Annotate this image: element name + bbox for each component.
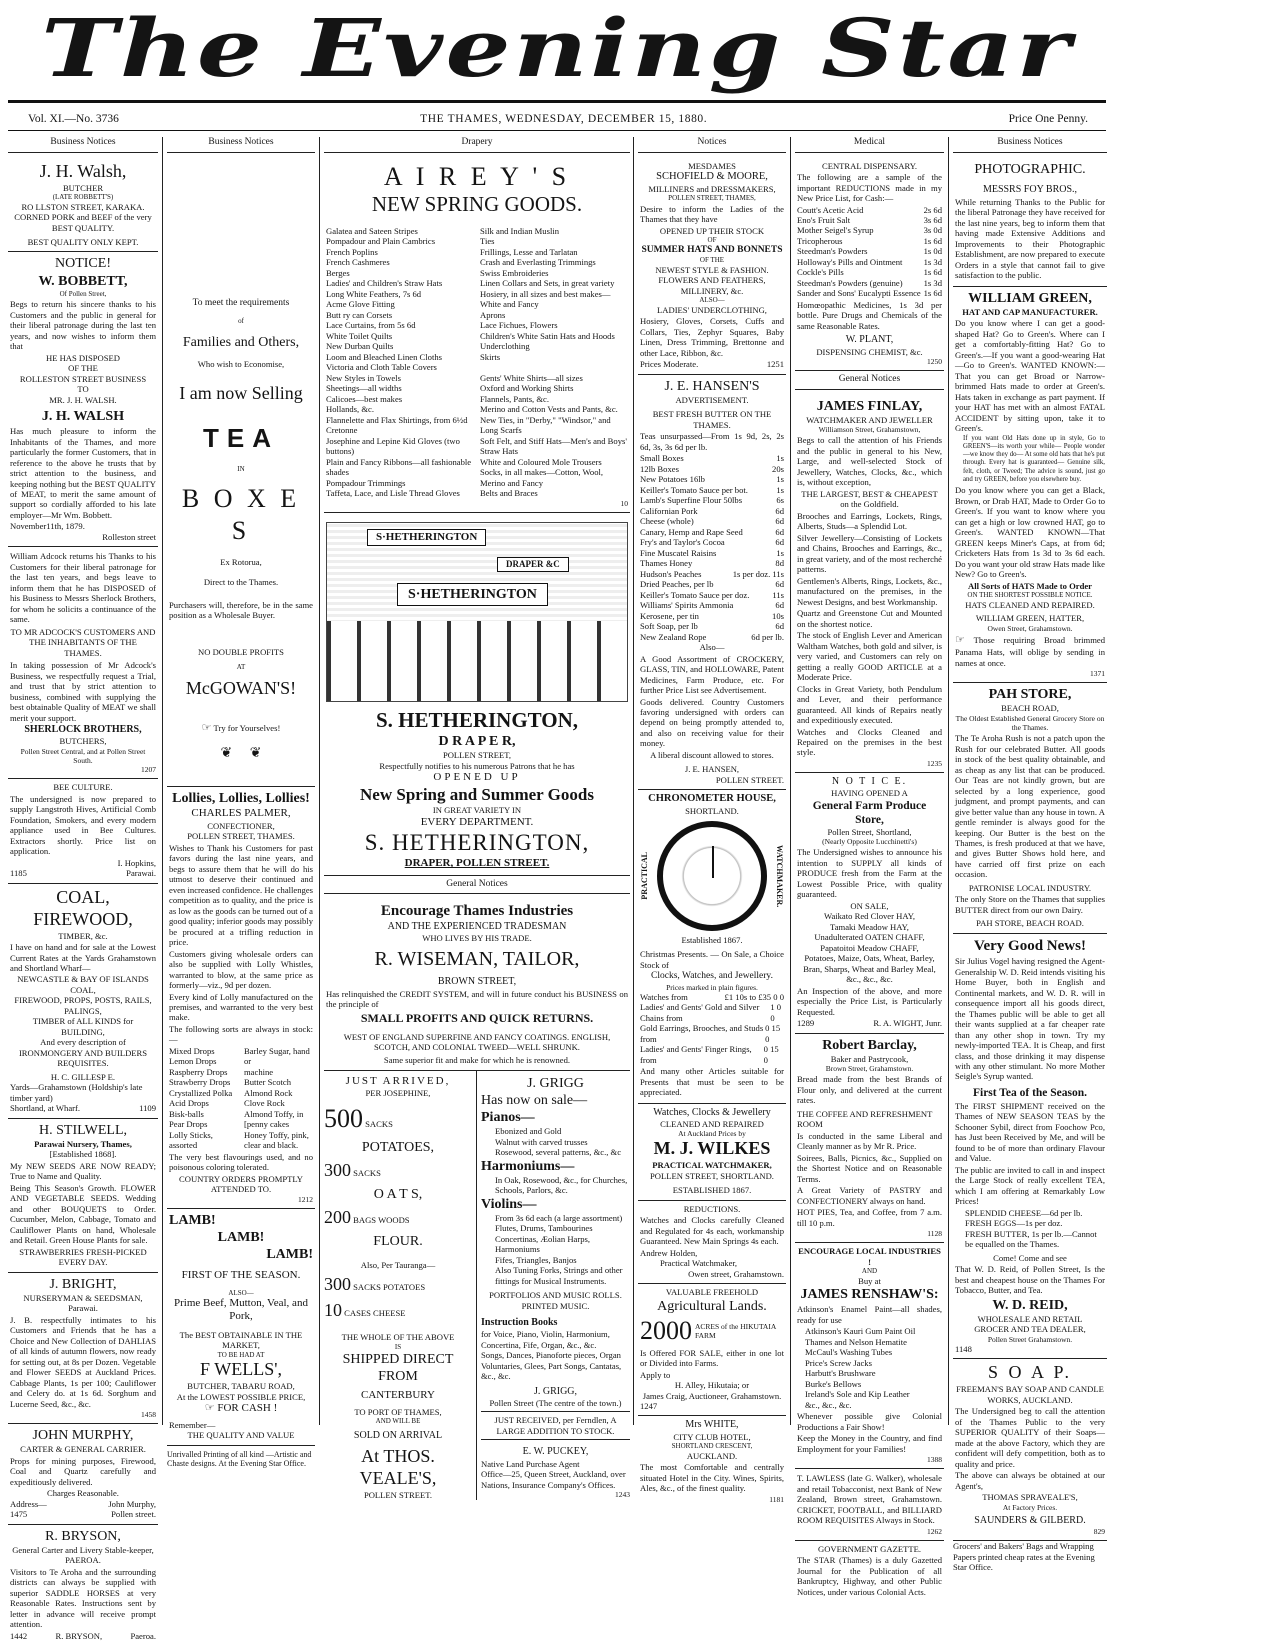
ad-subtitle: (LATE ROBBETT'S)	[52, 193, 114, 202]
ad-wells	[167, 1209, 315, 1446]
ad-title: BEE CULTURE.	[53, 782, 113, 793]
list-item: Pompadour and Plain Cambrics	[326, 236, 436, 247]
ad-text: STRAWBERRIES FRESH-PICKED EVERY DAY.	[19, 1246, 147, 1268]
list-item: Ladies' and Children's Straw Hats	[326, 278, 443, 289]
list-item: Berges	[326, 267, 350, 278]
price-row: Small Boxes 1s	[640, 453, 784, 464]
ad-subtitle: CONFECTIONER,	[207, 820, 275, 831]
list-item: French Poplins	[326, 246, 378, 257]
ad-coal	[8, 884, 158, 1119]
list-item: Belts and Braces	[480, 488, 538, 499]
ad-text: TIMBER of ALL KINDS for BUILDING,	[32, 1016, 134, 1037]
ad-number: 1109	[139, 1103, 156, 1114]
ad-green: WILLIAM GREEN, HAT AND CAP MANUFACTURER. Do you know where I can get a good-shaped Hat? Go to Green's. Where can I get a comfortably-fitting Hat? Go to Green's.—If you want a good-wearing Hat—Go to Green's. WANTED KNOWN:—That you can get Broad or Narrow-brimmed Hats made to order at Green's. Hats taken in exchange as part payment. If your HAT has met with an almost FATAL ACCIDENT by sitting upon, take it to Green's. If you want Old Hats done up in style, Go to GREEN'S—its worth your while— People wonder—we know they do— At some old hats that he's put through. Every hat is guaranteed— Genuine silk, felt, cloth, or Tweed; The advice is sound, just go and try GREEN, before you elsewhere buy. Do you know where you can get a Black, Brown, or Drab HAT, Made to Order Go to Green's. If you want to know where you can get a high or low crowned HAT, go to Green's. WANTED KNOWN—That GREEN keeps Miner's Caps, at from 6d; Cricketers Hats from 1s 3d to 3s 6d each. Do you want your old straw Hats made like New? Go to Green's. All Sorts of HATS Made to Order ON THE SHORTEST POSSIBLE NOTICE. HATS CLEANED AND REPAIRED. WILLIAM GREEN, HATTER, Owen Street, Grahamstown. ☞ Those requiring Broad brimmed Panama Hats, will oblige by sending in names at once. 1371	[953, 287, 1107, 684]
price-row: Watches from £1 10s to £35 0 0	[640, 991, 784, 1002]
ad-printing: Unrivalled Printing of all kind —Artistic and Chaste designs. At the Evening Star Office.	[167, 1449, 312, 1469]
ad-text: To meet the requirements	[192, 297, 290, 308]
ad-text: Every kind of Lolly manufactured on the premises, and warranted to the very best make.	[169, 991, 313, 1023]
list-item: New Styles in Towels	[326, 372, 401, 383]
ad-title: A I R E Y ' S	[383, 161, 571, 191]
column-header: Notices	[638, 137, 786, 153]
list-item: Josephine and Lepine Kid Gloves (two buttons)	[326, 435, 460, 457]
price-row: Mother Seigel's Syrup 3s 0d	[797, 225, 942, 236]
ad-walsh	[8, 158, 158, 253]
ad-address: BUTCHER, TABARU ROAD,	[187, 1381, 295, 1392]
ad-title: SHERLOCK BROTHERS,	[24, 724, 142, 736]
ad-text: William Adcock returns his Thanks to his Customers for their liberal patronage for the last ten years, and begs leave to inform them that he has DISPOSED of his Business to Messrs Sherlock Brothers, for whom he solicits a continuance of the same.	[10, 551, 156, 625]
column-divider	[790, 137, 791, 1425]
ad-subtitle: Parawai Nursery, Thames,	[34, 1138, 132, 1149]
price-row: Cockle's Pills 1s 6d	[797, 267, 942, 278]
ad-signature: I. Hopkins,	[117, 857, 156, 868]
ad-address: POLLEN STREET, THAMES.	[187, 831, 295, 842]
list-item: Sheetings—all widths	[326, 383, 402, 394]
ad-title: J. H. WALSH	[41, 409, 125, 425]
ad-text: FIREWOOD, PROPS, POSTS, RAILS,	[14, 995, 152, 1006]
ad-text: Prime Beef, Mutton, Veal, and Pork,	[174, 1297, 308, 1323]
list-item: Flannelette and Flax Shirtings, from 6½d	[326, 414, 468, 425]
clock-icon	[657, 821, 767, 931]
ad-text: ROLLESTON STREET BUSINESS	[19, 373, 147, 384]
ad-text: Begs to return his sincere thanks to his Customers and the public in general for their liberal patronage during the last ten years, and now wishes to inform them that	[10, 299, 156, 352]
price-row: Hudson's Peaches 1s per doz. 11s	[640, 568, 784, 579]
ad-text: Remember—	[169, 1419, 216, 1430]
dateline	[28, 109, 1088, 129]
ad-text: The following sorts are always in stock:—	[169, 1023, 313, 1045]
ad-text: And every description of	[40, 1037, 126, 1048]
list-item: New Ties, in "Derby," "Windsor," and Long Scarfs	[480, 414, 611, 436]
list-item: Butt ry can Corsets	[326, 309, 393, 320]
ad-hansen: J. E. HANSEN'S ADVERTISEMENT. BEST FRESH BUTTER ON THE THAMES. Teas unsurpassed—From 1s 9d, 2s, 2s 6d, 3s, 3s 6d per lb. Small Boxes 1s 12lb Boxes 20s New Potatoes 16lb 1s Keiller's Tomato Sauce per bot. 1s Lamb's Superfine Flour 50lbs 6s Californian Pork 6d Cheese (whole) 6d Canary, Hemp and Rape Seed 6d Fry's and Taylor's Cocoa 6d Fine Muscatel Raisins 1s Thames Honey 8d Hudson's Peaches 1s per doz. 11s Dried Peaches, per lb 6d Keiller's Tomato Sauce per doz. 11s Williams' Spirits Ammonia 6d Kerosene, per tin 10s Soft Soap, per lb 6d New Zealand Rope 6d per lb. Also— A Good Assortment of CROCKERY, GLASS, TIN, and HOLLOWARE, Patent Medicines, Farm Produce, etc. For further Price List see Advertisement. Goods delivered. Country Customers favoring undersigned with orders can depend on being promptly attended to, and also on receiving value for their money. A liberal discount allowed to stores. J. E. HANSEN, POLLEN STREET.	[638, 375, 786, 791]
price-row: Holloway's Pills and Ointment 1s 3d	[797, 256, 942, 267]
ad-bryson	[8, 1525, 158, 1645]
ad-wiseman	[324, 899, 630, 1071]
ad-subtitle: Of Pollen Street,	[59, 289, 107, 298]
price-row: Tricopherous 1s 6d	[797, 235, 942, 246]
column-header: Business Notices	[167, 137, 315, 153]
ad-title: JUST ARRIVED,	[345, 1074, 451, 1087]
price-row: Williams' Spirits Ammonia 6d	[640, 600, 784, 611]
price-row: Ladies' and Gents' Gold and Silver Chains from 1 0 0	[640, 1002, 782, 1023]
list-item: Cretonne	[326, 425, 358, 436]
ad-number: 1207	[141, 765, 156, 775]
ad-title: S. HETHERINGTON,	[375, 707, 579, 732]
place-date: THE THAMES, WEDNESDAY, DECEMBER 15, 1880.	[420, 113, 708, 125]
ad-text: Props for mining purposes, Firewood, Coal and Quartz carefully and expeditiously delivered.	[10, 1455, 156, 1487]
column-divider	[948, 137, 949, 1425]
ad-subtitle: D R A P E R,	[438, 734, 516, 750]
ad-text: Being This Season's Growth. FLOWER AND VEGETABLE SEEDS. Wedding and other BOUQUETS to Order. Cucumber, Melon, Cabbage, Tomato and Cauliflower Plants on hand, Wholesale and Retail. Green House Plants for sale.	[10, 1182, 156, 1246]
ad-finlay: JAMES FINLAY, WATCHMAKER AND JEWELLER Williamson Street, Grahamstown, Begs to call the attention of his Friends and the public in general to his New, Large, and well-selected Stock of Jewellery, Watches, Clocks, &c., which is, without exception, THE LARGEST, BEST & CHEAPEST on the Goldfield. Brooches and Earrings, Lockets, Rings, Alberts, Studs—a Splendid Lot. Silver Jewellery—Consisting of Lockets and Chains, Brooches and Earrings, &c., in great variety, and of the most recherché patterns. Gentlemen's Alberts, Rings, Lockets, &c., manufactured on the premises, in the Newest Designs, and best Workmanship. Quartz and Greenstone Cut and Mounted on the shortest notice. The stock of English Lever and American Waltham Watches, both gold and silver, is very varied, and Customers can rely on getting a really GOOD ARTICLE at a Moderate Price. Clocks in Great Variety, both Pendulum and Lever, and their performance guaranteed. All kinds of Repairs neatly and expeditiously executed. Watches and Clocks Cleaned and Repaired on the premises in the best style. 1235	[795, 395, 944, 773]
list-item: Lace Curtains, from 5s 6d	[326, 320, 416, 331]
column-header: Business Notices	[8, 137, 158, 153]
ad-text: Direct to the Thames.	[203, 577, 279, 588]
price-row: Dried Peaches, per lb 6d	[640, 579, 784, 590]
ad-text: PER JOSEPHINE,	[365, 1088, 431, 1099]
ad-airey	[324, 158, 630, 513]
ad-soap: S O A P. FREEMAN'S BAY SOAP AND CANDLE WORKS, AUCKLAND. The Undersigned beg to call the attention of the Thames Public to the very SUPERIOR QUALITY of their Soaps—made at the above Factory, which they are confident will defy competition, both as to quality and price. The above can always be obtained at our Agent's, THOMAS SPRAVEALE'S, At Factory Prices. SAUNDERS & GILBERD. 829	[953, 1359, 1107, 1541]
ad-pah-store: PAH STORE, BEACH ROAD, The Oldest Established General Grocery Store on the Thames. The Te Aroha Rush is not a patch upon the Rush for our celebrated Butter. All goods in stock of the best quality obtainable, and as cheap as any list that can be produced. Our Teas are not kindly grown, but are selected by a long experience, good judgment, and prompt payments, and can give better value than any house in town. A gentle reminder is always good for the keeping. Our Butter is the best on the Thames, is fresh produced at that we have, and gives Butter Shows hold here, and have carried off first prize on each occasion. PATRONISE LOCAL INDUSTRY. The only Store on the Thames that supplies BUTTER direct from our own Dairy. PAH STORE, BEACH ROAD.	[953, 683, 1107, 934]
ad-text: COUNTRY ORDERS PROMPTLY ATTENDED TO.	[179, 1173, 303, 1195]
ad-wight: N O T I C E. HAVING OPENED A General Farm Produce Store, Pollen Street, Shortland, (Nearly Opposite Lucchinetti's) The Undersigned wishes to announce his intention to SUPPLY all kinds of PRODUCE fresh from the Farm at the Lowest Possible Price, with quality guaranteed. ON SALE, Waikato Red Clover HAY, Tamaki Meadow HAY, Unadulterated OATEN CHAFF, Papatoitoi Meadow CHAFF, Potatoes, Maize, Oats, Wheat, Barley, Bran, Sharps, Wheat and Barley Meal, &c., &c., &c. An Inspection of the above, and more especially the Price List, is Particularly Requested. 1289 R. A. WIGHT, Junr.	[795, 773, 944, 1034]
column-divider	[319, 137, 320, 1425]
ad-title: COAL, FIREWOOD,	[33, 886, 133, 929]
ad-subtitle: BUTCHERS,	[59, 736, 107, 747]
price-row: New Potatoes 16lb 1s	[640, 474, 784, 485]
price-row: Ladies' and Gents' Finger Rings, from 0 15 0	[640, 1044, 779, 1065]
list-item: Ties	[480, 236, 495, 247]
ad-text: Same superior fit and make for which he is renowned.	[383, 1055, 571, 1066]
volume-number: Vol. XI.—No. 3736	[28, 113, 119, 125]
list-item: Galatea and Sateen Stripes	[326, 225, 418, 236]
ad-bee-culture	[8, 779, 158, 883]
column-3	[324, 137, 630, 1500]
ad-white: Mrs WHITE, CITY CLUB HOTEL, SHORTLAND CRESCENT, AUCKLAND. The most Comfortable and centrally situated Hotel in the City. Wines, Spirits, Ales, &c., of the finest quality. 1181	[640, 1419, 784, 1504]
price-row: Lamb's Superfine Flour 50lbs 6s	[640, 495, 784, 506]
price: Price One Penny.	[1008, 113, 1088, 125]
list-item: Merino and Cotton Vests and Pants, &c.	[480, 404, 618, 415]
list-item: Calicoes—best makes	[326, 393, 403, 404]
ad-subtitle: Parawai.	[68, 1303, 98, 1314]
ad-barclay: Robert Barclay, Baker and Pastrycook, Brown Street, Grahamstown. Bread made from the best Brands of Flour only, and delivered at the current rates. THE COFFEE AND REFRESHMENT ROOM Is conducted in the same Liberal and Cleanly manner as by Mr R. Price. Soirees, Balls, Picnics, &c., Supplied on the Shortest Notice and on Reasonable Terms. A Great Variety of PASTRY and CONFECTIONERY always on hand. HOT PIES, Tea, and Coffee, from 7 a.m. till 10 p.m. 1128	[795, 1034, 944, 1244]
column-5	[795, 137, 944, 1597]
ad-text: Purchasers will, therefore, be in the same position as a Wholesale Buyer.	[169, 599, 313, 621]
list-item: Pompadour Trimmings	[326, 477, 406, 488]
price-row: Coutt's Acetic Acid 2s 6d	[797, 204, 942, 215]
ad-title: Families and Others,	[182, 334, 300, 350]
ad-text: The BEST OBTAINABLE IN THE MARKET,	[179, 1329, 303, 1351]
shop-illustration	[326, 522, 628, 702]
masthead-title: The Evening Star	[41, 1, 1073, 95]
pointing-hand-icon: ☞	[204, 1402, 215, 1415]
ad-text: of	[238, 317, 244, 326]
ad-title: NEW SPRING GOODS.	[371, 192, 583, 217]
ad-text: NEWCASTLE & BAY OF ISLANDS	[17, 974, 149, 985]
ad-text: J. B. respectfully intimates to his Customers and Friends that he has a Choice and New Collection of DAHLIAS of all kinds of autumn flowers, now ready for setting out, at 8s per Dozen. Vegetable and Flower SEEDS at Auckland Prices. Cabbage Plants, 1s per 100; Cauliflower and Celery do. at 1s 6d. Sorghum and Lucerne Seed, &c., &c.	[10, 1314, 156, 1409]
ad-text: Parawai.	[126, 868, 156, 879]
ad-text: Try for Yourselves!	[213, 722, 281, 733]
ad-bobbett	[8, 252, 158, 547]
list-item: Crash and Everlasting Trimmings	[480, 257, 596, 268]
price-row: Fry's and Taylor's Cocoa 6d	[640, 537, 784, 548]
ad-text: IN	[237, 464, 245, 473]
ad-text: OPENED UP	[433, 771, 521, 784]
ad-title: NOTICE!	[55, 256, 111, 272]
ad-title: I am now Selling	[179, 383, 303, 404]
ad-number: 1185	[10, 868, 27, 879]
column-header: Business Notices	[953, 137, 1107, 153]
ad-text: Ex Rotorua,	[220, 556, 262, 567]
ad-holden: REDUCTIONS. Watches and Clocks carefully Cleaned and Regulated for 4s each, workmanship Guaranteed. New Main Springs 4s each. Andrew Holden, Practical Watchmaker, Owen street, Grahamstown.	[638, 1201, 786, 1284]
ad-adcock	[8, 547, 158, 779]
ad-subtitle: BUTCHER	[62, 182, 104, 193]
list-item: Plain and Fancy Ribbons—all fashionable shades	[326, 456, 472, 478]
ad-title: W. BOBBETT,	[38, 273, 128, 289]
ad-murphy	[8, 1424, 158, 1524]
ad-title: JOHN MURPHY,	[32, 1428, 134, 1444]
ad-number: 1442	[10, 1630, 28, 1641]
ad-text: TO MR ADCOCK'S CUSTOMERS AND THE INHABITANTS OF THE THAMES.	[10, 626, 156, 658]
price-row: Gold Earrings, Brooches, and Studs from 0 15 0	[640, 1023, 781, 1044]
ad-text: Customers giving wholesale orders can also be supplied with Lolly Whistles, warranted to blow, at the same price as formerly—viz., 9d per dozen.	[169, 948, 313, 991]
list-item: Hosiery, in all sizes and best makes—White and Fancy	[480, 288, 611, 310]
column-2	[167, 137, 315, 1469]
ad-text: NO DOUBLE PROFITS	[198, 646, 284, 657]
price-row: Keiller's Tomato Sauce per bot. 1s	[640, 484, 784, 495]
ad-subtitle: [Established 1868].	[49, 1149, 117, 1160]
price-row: Eno's Fruit Salt 3s 6d	[797, 215, 942, 225]
list-item: Children's White Satin Hats and Hoods	[480, 330, 615, 341]
ad-text: COAL,	[70, 984, 96, 995]
ad-text: TO	[77, 384, 89, 395]
ad-veale: JUST ARRIVED, PER JOSEPHINE, 500 SACKS POTATOES, 300 SACKS O A T S, 200 BAGS WOODS FLOUR. Also, Per Tauranga— 300 SACKS POTATOES 10 CASES CHEESE THE WHOLE OF THE ABOVE IS SHIPPED DIRECT FROM CANTERBURY TO PORT OF THAMES, AND WILL BE SOLD ON ARRIVAL At THOS. VEALE'S, POLLEN STREET.	[324, 1071, 477, 1500]
ad-title: LAMB!	[266, 1247, 313, 1263]
list-item: Swiss Embroideries	[480, 267, 549, 278]
dateline-rule	[8, 130, 1106, 131]
ad-signature: John Murphy,	[108, 1498, 156, 1509]
goods-list-left	[326, 226, 474, 499]
ad-text: The undersigned is now prepared to supply Langstroth Hives, Artificial Comb Foundation, Smokers, and every modern appliance used in Bee Cultures. Extractors shortly. Price list on application.	[10, 793, 156, 857]
list-item	[480, 362, 628, 372]
list-item: Socks, in all makes—Cotton, Wool, Merino and Fancy	[480, 467, 604, 488]
ad-text: I have on hand and for sale at the Lowest Current Rates at the Yards Grahamstown and Shortland Wharf—	[10, 942, 156, 973]
ad-text: At the LOWEST POSSIBLE PRICE,	[176, 1391, 306, 1402]
ad-address: Shortland, at Wharf.	[10, 1103, 81, 1114]
ad-title: Encourage Thames Industries	[380, 903, 574, 920]
ad-renshaw: ENCOURAGE LOCAL INDUSTRIES ! AND Buy at JAMES RENSHAW'S: Atkinson's Enamel Paint—all shades, ready for use Atkinson's Kauri Gum Paint Oil Thames and Nelson Hematite McCaul's Washing Tubes Price's Screw Jacks Harbutt's Brushware Burke's Bellows Ireland's Sole and Kip Leather &c., &c., &c. Whenever possible give Colonial Productions a Fair Show! Keep the Money in the Country, and find Employment for your Families! 1388	[795, 1243, 944, 1469]
list-item: Acme Glove Fitting	[326, 299, 395, 310]
masthead-rule	[8, 100, 1106, 103]
ad-text: Who wish to Economise,	[197, 358, 285, 369]
ad-title: H. STILWELL,	[39, 1122, 127, 1138]
ad-text: PALINGS,	[64, 1005, 102, 1016]
pointing-hand-icon: ☞	[201, 721, 212, 734]
section-header: General Notices	[324, 879, 630, 895]
list-item: Hollands, &c.	[326, 404, 374, 415]
ad-title: J. BRIGHT,	[49, 1276, 117, 1292]
list-item: Linen Collars and Sets, in great variety	[480, 278, 615, 289]
ad-farm: VALUABLE FREEHOLD Agricultural Lands. 2000 ACRES of the HIKUTAIA FARM Is Offered FOR SALE, either in one lot or Divided into Farms. Apply to H. Alley, Hikutaia; or James Craig, Auctioneer, Grahamstown. 1247	[638, 1284, 786, 1416]
ad-title: Lollies, Lollies, Lollies!	[172, 791, 310, 807]
ad-address: POLLEN STREET,	[442, 750, 512, 761]
list-item: Straw Hats	[480, 446, 518, 457]
ad-text: CORNED PORK and BEEF of the very	[14, 212, 152, 223]
ad-dispensary: CENTRAL DISPENSARY. The following are a sample of the important REDUCTIONS made in my New Price List, for Cash:— Coutt's Acetic Acid 2s 6d Eno's Fruit Salt 3s 6d Mother Seigel's Syrup 3s 0d Tricopherous 1s 6d Steedman's Powders 1s 0d Holloway's Pills and Ointment 1s 3d Cockle's Pills 1s 6d Steedman's Powders (genuine) 1s 3d Sander and Sons' Eucalypti Essence 1s 6d Homœopathic Medicines, 1s 3d per bottle. Pure Drugs and Chemicals of the same Reasonable Rates. W. PLANT, DISPENSING CHEMIST, &c. 1250	[795, 158, 944, 372]
list-item: Aprons	[480, 309, 506, 320]
column-header: Drapery	[324, 137, 630, 153]
ad-title: CHARLES PALMER,	[191, 807, 291, 820]
ad-text: Wishes to Thank his Customers for past favors during the last nine years, and begs to assure them that he will do his utmost to deserve their continued and even increased confidence. He challenges competition as to quality, and the price is as low as the goods can be turned out of a good quality; inferior goods may possibly be procured at a trifling reduction in price.	[169, 842, 313, 948]
shop-sign: S·HETHERINGTON	[397, 583, 548, 606]
price-row: Thames Honey 8d	[640, 558, 784, 569]
ad-title: LAMB!	[217, 1229, 265, 1245]
list-item: Flannels, Pants, &c.	[480, 393, 549, 404]
ad-number: 1212	[298, 1194, 313, 1204]
ad-foy: PHOTOGRAPHIC. MESSRS FOY BROS., While returning Thanks to the Public for the liberal Patronage they have received for the last nine years, beg to inform them that having made Extensive Additions and Improvements to their Photographic Establishment, are now prepared to execute Orders in a style that cannot fail to give satisfaction to the public.	[953, 158, 1107, 287]
ad-title: S. HETHERINGTON,	[364, 830, 590, 856]
ad-text: BEST QUALITY ONLY KEPT.	[27, 237, 139, 247]
section-header: General Notices	[795, 374, 944, 390]
ad-title: R. BRYSON,	[45, 1528, 121, 1544]
ad-number: 1458	[141, 1410, 156, 1420]
ad-text: Rolleston street	[102, 531, 156, 542]
list-item: Lace Fichues, Flowers	[480, 320, 558, 331]
ad-text: IN GREAT VARIETY IN	[432, 805, 522, 816]
list-item: French Cashmeres	[326, 257, 390, 268]
list-item: Gents' White Shirts—all sizes	[480, 372, 583, 383]
ad-text: Charges Reasonable.	[47, 1488, 119, 1499]
list-item: Skirts	[480, 351, 501, 362]
ad-grigg: J. GRIGG Has now on sale— Pianos— Ebonized and Gold Walnut with carved trusses Rosewood, several patterns, &c., &c Harmoniums— In Oak, Rosewood, &c., for Churches, Schools, Parlors, &c. Violins— From 3s 6d each (a large assortment) Flutes, Drums, Tambourines Concertinas, Æolian Harps, Harmoniums Fifes, Triangles, Banjos Also Tuning Forks, Strings and other fittings for Musical Instruments. PORTFOLIOS AND MUSIC ROLLS. PRINTED MUSIC. Instruction Books for Voice, Piano, Violin, Harmonium, Concertina, Fife, Organ, &c., &c. Songs, Dances, Pianoforte pieces, Organ Voluntaries, Glees, Part Songs, Cantatas, &c., &c. J. GRIGG, Pollen Street (The centre of the town.) JUST RECEIVED, per Ferndlen, A LARGE ADDITION TO STOCK. E. W. PUCKEY, Native Land Purchase Agent Office—25, Queen Street, Auckland, over Nations, Insurance Company's Offices. 1243	[481, 1075, 630, 1500]
ad-text: MR. J. H. WALSH.	[49, 394, 117, 405]
ad-address: BROWN STREET,	[437, 975, 517, 987]
ad-text: HE HAS DISPOSED	[45, 352, 120, 363]
shop-sign: S·HETHERINGTON	[367, 529, 486, 546]
ad-title: R. WISEMAN, TAILOR,	[374, 948, 580, 971]
price-row: Canary, Hemp and Rape Seed 6d	[640, 526, 784, 537]
price-row: New Zealand Rope 6d per lb.	[640, 631, 784, 642]
ad-subtitle: General Carter and Livery Stable-keeper, PAEROA.	[12, 1544, 154, 1566]
ad-printing: Grocers' and Bakers' Bags and Wrapping Papers printed cheap rates at the Evening Star Office.	[953, 1541, 1095, 1573]
price-row: 12lb Boxes 20s	[640, 463, 784, 474]
price-row: Kerosene, per tin 10s	[640, 610, 784, 621]
ad-reid: Very Good News! Sir Julius Vogel having resigned the Agent-Generalship W. D. Reid intends visiting his Home Buyer, both in English and Continental markets, and W. D. R. will in consequence import all his goods direct, the Thames public will be able to get all their wants supplied at a far cheaper rate than any other shop in town. Try my newly-imported TEA. It is Cheap, and first class, and those drinking it may dispense with any other stimulant. No more Mother Seigle's Syrup wanted. First Tea of the Season. The FIRST SHIPMENT received on the Thames of NEW SEASON TEAS by the Schooner Sybil, direct from Foochow Pco, has Just been Received by Me, and will be found to be of more than ordinary Flavour and Value. The public are invited to call in and inspect the Large Stock of really excellent TEA, which I am offering at Remarkably Low Prices! SPLENDID CHEESE—6d per lb. FRESH EGGS—1s per doz. FRESH BUTTER, 1s per lb.—Cannot be equalled on the Thames. Come! Come and see That W. D. Reid, of Pollen Street, Is the best and cheapest house on the Thames For Tobacco, Butter, and Tea. W. D. REID, WHOLESALE AND RETAIL GROCER AND TEA DEALER, Pollen Street Grahamstown. 1148	[953, 934, 1107, 1360]
price-list	[640, 992, 784, 1065]
list-item: Taffeta, Lace, and Lisle Thread Gloves	[326, 488, 460, 499]
ad-subtitle: NURSERYMAN & SEEDSMAN,	[23, 1292, 143, 1303]
ad-text: Respectfully notifies to his numerous Patrons that he has	[379, 760, 575, 771]
price-row: Cheese (whole) 6d	[640, 516, 784, 527]
price-row: Steedman's Powders 1s 0d	[797, 246, 942, 257]
price-row: Californian Pork 6d	[640, 505, 784, 516]
ad-schofield: MESDAMES SCHOFIELD & MOORE, MILLINERS and DRESSMAKERS, POLLEN STREET, THAMES, Desire to inform the Ladies of the Thames that they have OPENED UP THEIR STOCK OF SUMMER HATS AND BONNETS OF THE NEWEST STYLE & FASHION. FLOWERS AND FEATHERS, MILLINERY, &c. ALSO— LADIES' UNDERCLOTHING, Hosiery, Gloves, Corsets, Cuffs and Collars, Ties, Zephyr Squares, Baby Linen, Dress Trimming, Brettonne and other Lace, Ribbon, &c. Prices Moderate. 1251	[638, 158, 786, 375]
list-item: Soft Felt, and Stiff Hats—Men's and Boys'	[480, 435, 627, 446]
column-divider	[633, 137, 634, 1425]
ad-subtitle: DRAPER, POLLEN STREET.	[404, 857, 550, 870]
ad-text: WHO LIVES BY HIS TRADE.	[422, 932, 532, 943]
ad-number: 1475	[10, 1509, 28, 1520]
price-row: Fine Muscatel Raisins 1s	[640, 547, 784, 558]
pointing-hand-icon: ☞	[955, 633, 965, 646]
list-item: Silk and Indian Muslin	[480, 225, 560, 236]
list-item: Frillings, Lesse and Tarlatan	[480, 246, 578, 257]
ad-address: RO LLSTON STREET, KARAKA.	[21, 201, 145, 212]
ad-text: Has much pleasure to inform the Inhabitants of the Thames, and more particularly the former Customers, that in reference to the above he trusts that by strict attention to the business, and keeping nothing but the BEST QUALITY of MEAT, to merit the same amount of support so cordially afforded to his late employer—Mr Wm. Bobbett.	[10, 426, 156, 520]
ad-date: November11th, 1879.	[10, 521, 85, 532]
column-6	[953, 137, 1107, 1573]
price-row: Soft Soap, per lb 6d	[640, 621, 784, 632]
ad-signature: R. BRYSON,	[55, 1630, 103, 1641]
sweets-list: Mixed Drops Lemon Drops Raspberry Drops Strawberry Drops Crystallized Polka Acid Drops Bisk-balls Pear Drops Lolly Sticks, assorted Barley Sugar, hand or machine Butter Scotch Almond Rock Clove Rock Almond Toffy, in [penny cakes Honey Toffy, pink, clear and black.	[169, 1045, 310, 1151]
ad-bright	[8, 1273, 158, 1425]
ad-gazette: GOVERNMENT GAZETTE. The STAR (Thames) is a duly Gazetted Journal for the Publication of all Bankruptcy, Highway, and other Public Notices, under various Colonial Acts.	[797, 1543, 942, 1597]
ad-text: Paeroa.	[130, 1630, 156, 1641]
ad-title: J. H. Walsh,	[39, 160, 127, 181]
ad-text: AT	[236, 663, 246, 672]
ad-lawless: T. LAWLESS (late G. Walker), wholesale and retail Tobacconist, next Bank of New Zealand, Brown street, Grahamstown. CRICKET, FOOTBALL, and BILLIARD ROOM REQUISITES Always in Stock. 1262	[795, 1469, 944, 1541]
ad-address: Pollen Street Central, and at Pollen Street South.	[20, 746, 146, 765]
ad-wilkes: Watches, Clocks & Jewellery CLEANED AND REPAIRED At Auckland Prices by M. J. WILKES PRACTICAL WATCHMAKER, POLLEN STREET, SHORTLAND. ESTABLISHED 1867.	[638, 1104, 786, 1201]
goods-list-right	[480, 226, 628, 499]
column-4	[638, 137, 786, 1504]
ad-title: TEA	[203, 423, 279, 454]
ad-title: SMALL PROFITS AND QUICK RETURNS.	[360, 1010, 594, 1025]
ad-hetherington	[324, 513, 630, 876]
column-divider	[162, 137, 163, 1425]
ad-subtitle: AND THE EXPERIENCED TRADESMAN	[387, 920, 567, 932]
ad-mcgowan	[167, 158, 315, 788]
ad-text: BEST QUALITY.	[51, 222, 115, 233]
ad-text: THE QUALITY AND VALUE	[187, 1430, 295, 1441]
ad-subtitle: CARTER & GENERAL CARRIER.	[20, 1444, 146, 1455]
ad-text: EVERY DEPARTMENT.	[420, 815, 534, 828]
ad-text: OF THE	[68, 363, 98, 374]
ad-text: The very best flavourings used, and no poisonous coloring tolerated.	[169, 1151, 313, 1173]
list-item: Victoria and Cloth Table Covers	[326, 362, 437, 373]
ad-number: 10	[620, 498, 628, 508]
price-row: Steedman's Powders (genuine) 1s 3d	[797, 277, 942, 288]
price-list	[797, 205, 942, 299]
ad-title: New Spring and Summer Goods	[360, 784, 594, 804]
price-row: Keiller's Tomato Sauce per doz. 11s	[640, 589, 784, 600]
ad-text: IRONMONGERY AND BUILDERS	[18, 1047, 148, 1058]
ad-address: Pollen street.	[111, 1509, 156, 1520]
column-header: Medical	[795, 137, 944, 153]
price-list	[640, 453, 784, 642]
shop-sign: DRAPER &C	[497, 557, 569, 572]
ad-title: McGOWAN'S!	[185, 677, 297, 698]
ad-subtitle: TIMBER, &c.	[58, 930, 108, 941]
ad-address: Yards—Grahamstown (Holdship's late timber yard)	[10, 1082, 143, 1103]
bottom-split	[324, 1071, 630, 1500]
ad-title: F WELLS',	[200, 1359, 282, 1380]
ad-text: FOR CASH !	[217, 1402, 278, 1415]
ornament-icon: ❦ ❦	[220, 746, 262, 762]
ad-text: Has relinquished the CREDIT SYSTEM, and will in future conduct his BUSINESS on the principle of	[326, 988, 628, 1010]
list-item: Long White Feathers, 7s 6d	[326, 288, 422, 299]
ad-text: ALSO—	[228, 1288, 254, 1297]
ad-text: Visitors to Te Aroha and the surrounding districts can always be supplied with superior SADDLE HORSES at very Reasonable Rates. Instructions sent by letter in advance will receive prompt attention.	[10, 1566, 156, 1630]
ad-text: REQUISITES.	[57, 1058, 109, 1069]
list-item: Underclothing	[480, 341, 530, 352]
list-item: White and Coloured Mole Trousers	[480, 456, 602, 467]
list-item: White Toilet Quilts	[326, 330, 393, 341]
ad-title: LAMB!	[169, 1212, 216, 1228]
ad-text: In taking possession of Mr Adcock's Business, we respectfully request a Trial, and trust that by strict attention to business, combined with supplying the best obtainable Quality of MEAT we shall merit your support.	[10, 660, 156, 723]
ad-text: My NEW SEEDS ARE NOW READY; True to Name and Quality.	[10, 1160, 156, 1182]
ad-text: WEST OF ENGLAND SUPERFINE AND FANCY COATINGS. ENGLISH, SCOTCH, AND COLONIAL TWEED—WELL SHRUNK.	[343, 1031, 611, 1052]
ad-title: B O X E S	[181, 484, 301, 546]
list-item: Oxford and Working Shirts	[480, 383, 574, 394]
ad-text: FIRST OF THE SEASON.	[181, 1269, 301, 1282]
ad-palmer	[167, 787, 315, 1209]
ad-chronometer: CHRONOMETER HOUSE, SHORTLAND. PRACTICAL WATCHMAKER. Established 1867. Christmas Presents. — On Sale, a Choice Stock of Clocks, Watches, and Jewellery. Prices marked in plain figures. Watches from £1 10s to £35 0 0 Ladies' and Gents' Gold and Silver Chains from 1 0 0 Gold Earrings, Brooches, and Studs from 0 15 0 Ladies' and Gents' Finger Rings, from 0 15 0 And many other Articles suitable for Presents that must be seen to be appreciated.	[638, 790, 786, 1103]
column-1	[8, 137, 158, 1641]
ad-signature: H. C. GILLESP E.	[50, 1071, 116, 1082]
price-row: Sander and Sons' Eucalypti Essence 1s 6d	[797, 288, 942, 299]
ad-text: TO BE HAD AT	[217, 1350, 265, 1359]
ad-stilwell	[8, 1119, 158, 1273]
list-item: Loom and Bleached Linen Cloths	[326, 351, 442, 362]
list-item: New Durban Quilts	[326, 341, 394, 352]
ad-text: Address—	[10, 1498, 47, 1509]
goods-list	[326, 226, 628, 499]
